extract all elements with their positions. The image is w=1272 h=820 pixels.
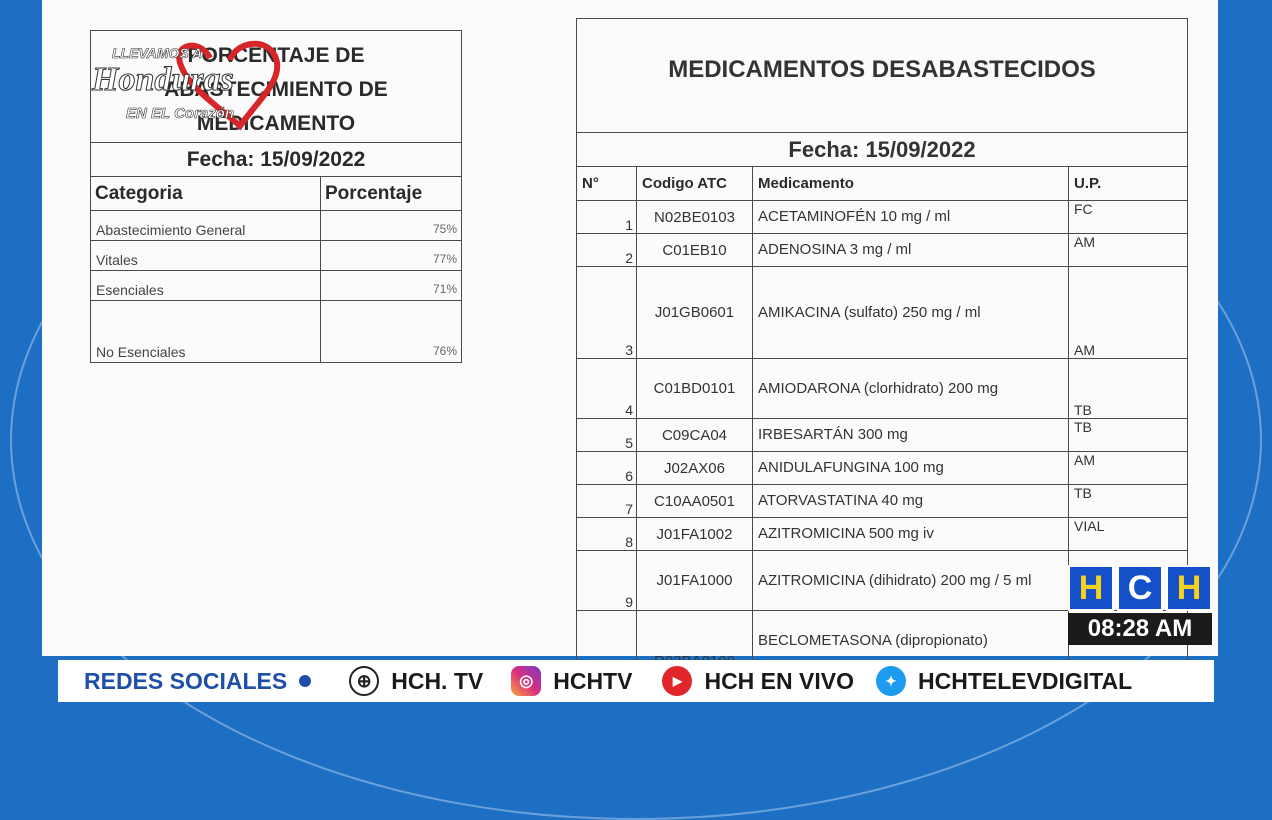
table-row	[577, 234, 1188, 267]
unit: VIAL	[1069, 518, 1188, 551]
table-row	[91, 301, 462, 363]
clock-time: 08:28 AM	[1068, 613, 1212, 645]
unit: AM	[1069, 452, 1188, 485]
hch-letter: H	[1166, 565, 1212, 611]
unit: TB	[1069, 359, 1188, 419]
percent-cell: 77%	[321, 241, 462, 271]
hch-letter: C	[1117, 565, 1163, 611]
atc-code: C10AA0501	[637, 485, 753, 518]
atc-code: J02AX06	[637, 452, 753, 485]
atc-code: N02BE0103	[637, 201, 753, 234]
table2-title: MEDICAMENTOS DESABASTECIDOS	[577, 19, 1188, 133]
table-row	[91, 211, 462, 241]
medicine-name: BECLOMETASONA (dipropionato)	[753, 611, 1069, 671]
unit: AM	[1069, 234, 1188, 267]
table-row	[577, 359, 1188, 419]
medicine-name: IRBESARTÁN 300 mg	[753, 419, 1069, 452]
atc-code: C01BD0101	[637, 359, 753, 419]
youtube-text: HCH EN VIVO	[704, 667, 854, 694]
row-number: 2	[577, 234, 637, 267]
header-percentage: Porcentaje	[321, 177, 462, 211]
row-number: 7	[577, 485, 637, 518]
header-category: Categoria	[91, 177, 321, 211]
youtube-icon: ▶	[662, 666, 692, 696]
table-row	[91, 241, 462, 271]
row-number: 4	[577, 359, 637, 419]
table2-date: Fecha: 15/09/2022	[577, 133, 1188, 167]
percent-cell: 75%	[321, 211, 462, 241]
instagram-text: HCHTV	[553, 667, 633, 694]
hch-logo	[1068, 565, 1214, 611]
row-number: 5	[577, 419, 637, 452]
table-row	[577, 201, 1188, 234]
medicine-name: AMIODARONA (clorhidrato) 200 mg	[753, 359, 1069, 419]
unit: FC	[1069, 201, 1188, 234]
table1-date: Fecha: 15/09/2022	[91, 143, 462, 177]
medicine-name: ADENOSINA 3 mg / ml	[753, 234, 1069, 267]
row-number: 9	[577, 551, 637, 611]
table-row	[577, 452, 1188, 485]
medicine-name: AZITROMICINA 500 mg iv	[753, 518, 1069, 551]
category-cell: Vitales	[91, 241, 321, 271]
category-cell: Abastecimiento General	[91, 211, 321, 241]
hch-letter: H	[1068, 565, 1114, 611]
table1-title-line: MEDICAMENTO	[196, 111, 356, 135]
percent-cell: 71%	[321, 271, 462, 301]
medicine-name: ATORVASTATINA 40 mg	[753, 485, 1069, 518]
medicine-name: AZITROMICINA (dihidrato) 200 mg / 5 ml	[753, 551, 1069, 611]
row-number: 3	[577, 267, 637, 359]
unit: TB	[1069, 419, 1188, 452]
medicine-name: ACETAMINOFÉN 10 mg / ml	[753, 201, 1069, 234]
instagram-icon: ◎	[511, 666, 541, 696]
twitter-link[interactable]	[876, 666, 1132, 696]
unit: AM	[1069, 267, 1188, 359]
category-cell: Esenciales	[91, 271, 321, 301]
table-row	[577, 518, 1188, 551]
logo-line2: Honduras	[92, 61, 234, 98]
social-label: REDES SOCIALES	[84, 667, 288, 694]
atc-code: C09CA04	[637, 419, 753, 452]
table-row	[577, 485, 1188, 518]
atc-code: J01FA1000	[637, 551, 753, 611]
twitter-icon: ✦	[876, 666, 906, 696]
row-number: 8	[577, 518, 637, 551]
category-cell: No Esenciales	[91, 301, 321, 363]
youtube-link[interactable]	[662, 666, 854, 696]
row-number: 6	[577, 452, 637, 485]
table-row	[91, 271, 462, 301]
channel-slogan-logo	[90, 38, 280, 128]
header-unit: U.P.	[1069, 167, 1188, 201]
table1-title-line: ABASTECIMIENTO DE	[164, 77, 388, 101]
channel-bug	[1068, 565, 1214, 647]
table-row	[577, 267, 1188, 359]
instagram-link[interactable]	[511, 666, 632, 696]
header-atc-code: Codigo ATC	[637, 167, 753, 201]
social-label-group	[84, 668, 311, 695]
medicine-name: AMIKACINA (sulfato) 250 mg / ml	[753, 267, 1069, 359]
logo-line3: EN EL Corazón	[126, 105, 235, 122]
atc-code: J01GB0601	[637, 267, 753, 359]
dot-icon	[299, 675, 311, 687]
row-number: 1	[577, 201, 637, 234]
social-footer-bar	[58, 660, 1214, 702]
globe-icon: ⊕	[349, 666, 379, 696]
medicine-name: ANIDULAFUNGINA 100 mg	[753, 452, 1069, 485]
header-number: N°	[577, 167, 637, 201]
header-medicine: Medicamento	[753, 167, 1069, 201]
logo-line1: LLEVAMOS A	[112, 45, 203, 61]
web-link[interactable]	[349, 666, 483, 696]
document-paper	[42, 0, 1218, 656]
unit: TB	[1069, 485, 1188, 518]
web-text: HCH. TV	[391, 667, 484, 694]
atc-code: J01FA1002	[637, 518, 753, 551]
twitter-text: HCHTELEVDIGITAL	[917, 667, 1133, 694]
atc-code: C01EB10	[637, 234, 753, 267]
percent-cell: 76%	[321, 301, 462, 363]
table1-title-line: PORCENTAJE DE	[187, 43, 365, 67]
table-row	[577, 419, 1188, 452]
